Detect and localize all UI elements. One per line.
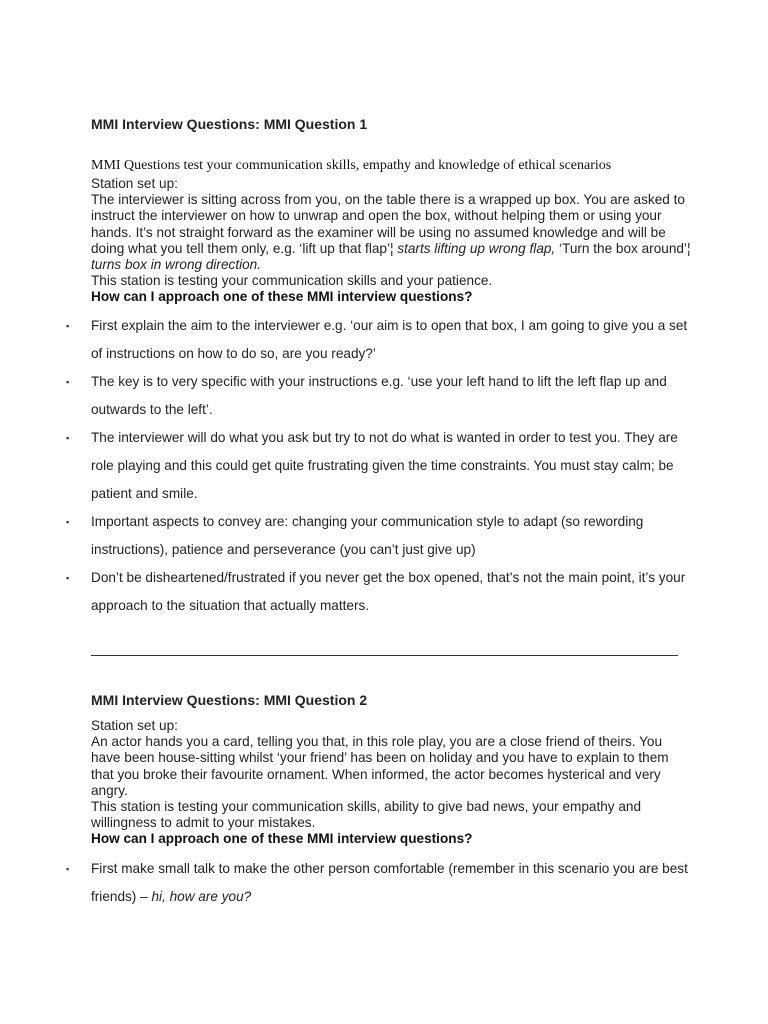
list-item [0, 312, 691, 368]
q2-setup-text: An actor hands you a card, telling you that, in this role play, you are a close friend of theirs. You have been house-sitting whilst ‘your friend’ has been on holiday and you have to explain to them that you broke their favourite ornament. When informed, the actor becomes hysterical and very angry. [91, 734, 669, 798]
list-item [0, 368, 691, 424]
q1-setup-label: Station set up: [91, 176, 178, 191]
bullet-marker: ▪ [66, 573, 70, 583]
list-item-text: Don’t be disheartened/frustrated if you never get the box opened, that’s not the main point, it’s your approach to the situation that actually matters. [91, 570, 686, 613]
q2-testing: This station is testing your communication skills, ability to give bad news, your empathy and willingness to admit to your mistakes. [91, 799, 642, 831]
list-item [0, 508, 691, 564]
q1-setup-text-a: The interviewer is sitting across from you, on the table there is a wrapped up box. You are asked to instruct the interviewer on how to unwrap and open the box, without helping them or using your hands. It’s not straight forward as the examiner will be using no assumed knowledge and will be doing what you tell them only, e.g. ‘lift up that flap’¦ [91, 192, 685, 256]
q1-testing: This station is testing your communication skills and your patience. [91, 273, 493, 289]
bullet-marker: ▪ [66, 433, 70, 443]
list-item-text: The interviewer will do what you ask but try to not do what is wanted in order to test you. They are role playing and this could get quite frustrating given the time constraints. You must stay calm; be patient and smile. [91, 430, 678, 501]
list-item [0, 564, 691, 620]
section-divider [91, 655, 678, 656]
list-item-italic: hi, how are you? [151, 889, 252, 904]
q1-heading: MMI Interview Questions: MMI Question 1 [91, 116, 368, 132]
list-item [0, 424, 691, 508]
q2-bullet-list [0, 855, 768, 911]
q1-setup-text-b: ‘Turn the box around’¦ [555, 240, 691, 256]
list-item [0, 855, 691, 911]
q1-bullet-list [0, 312, 768, 620]
q2-heading: MMI Interview Questions: MMI Question 2 [91, 692, 368, 708]
bullet-marker: ▪ [66, 517, 70, 527]
q1-intro: MMI Questions test your communication skills, empathy and knowledge of ethical scenarios [91, 158, 612, 173]
bullet-marker: ▪ [66, 864, 70, 874]
q2-approach: How can I approach one of these MMI interview questions? [91, 831, 473, 847]
list-item-text: Important aspects to convey are: changing your communication style to adapt (so rewording instructions), patience and perseverance (you can’t just give up) [91, 514, 644, 557]
list-item-text: First make small talk to make the other person comfortable (remember in this scenario you are best friends) – [91, 861, 688, 904]
q1-approach: How can I approach one of these MMI interview questions? [91, 289, 473, 305]
bullet-marker: ▪ [66, 377, 70, 387]
list-item-text: First explain the aim to the interviewer e.g. ‘our aim is to open that box, I am going to give you a set of instructions on how to do so, are you ready?’ [91, 318, 688, 361]
q1-setup-italic-2: turns box in wrong direction. [91, 257, 262, 273]
q1-setup-italic-1: starts lifting up wrong flap, [397, 240, 556, 256]
bullet-marker: ▪ [66, 321, 70, 331]
q2-setup-label: Station set up: [91, 718, 178, 733]
q2-setup-block [91, 718, 691, 848]
list-item-text: The key is to very specific with your instructions e.g. ‘use your left hand to lift the left flap up and outwards to the left’. [91, 374, 667, 417]
q1-setup-block [91, 176, 691, 306]
q1-setup-text [91, 192, 691, 273]
